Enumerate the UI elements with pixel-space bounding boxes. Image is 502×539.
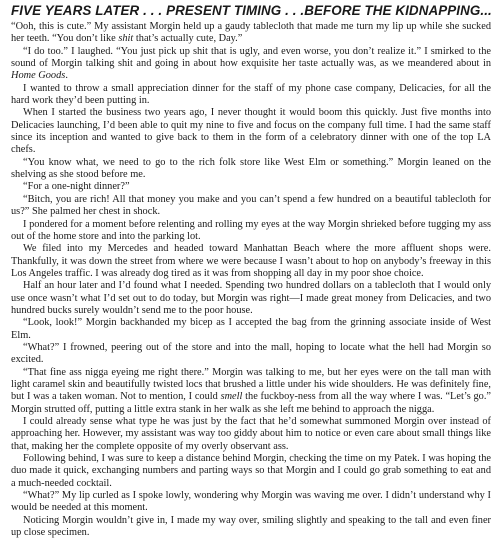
paragraph: Noticing Morgin wouldn’t give in, I made my way over, smiling slightly and speaking to the tall and even finer up close specimen. xyxy=(11,514,491,539)
paragraph: “Bitch, you are rich! All that money you make and you can’t spend a few hundred on a beautiful tablecloth for us?” She palmed her chest in shock. xyxy=(11,193,491,218)
italic-text: smell xyxy=(220,391,243,403)
paragraph: “What?” I frowned, peering out of the store and into the mall, hoping to locate what the hell had Morgin so excited. xyxy=(11,341,491,366)
paragraph: We filed into my Mercedes and headed toward Manhattan Beach where the more affluent shops were. Thankfully, it was down the street from where we were because I wasn’t about to hop on anybody’s freeway in this Los Angeles traffic. I was already dog tired as it was from shopping all day in my poor shoe choice. xyxy=(11,243,491,279)
italic-text: Home Goods xyxy=(11,70,66,82)
paragraph: Half an hour later and I’d found what I needed. Spending two hundred dollars on a tablecloth that I would only use once wasn’t what I’d set out to do today, but Morgin was right—I made great money from Delicacies, and two hundred bucks surely wouldn’t send me to the poor house. xyxy=(11,280,491,316)
paragraph: When I started the business two years ago, I never thought it would boom this quickly. Just five months into Delicacies launching, I’d been able to quit my nine to five and focus on the company full time. I had the same staff since its inception and wanted to give back to them in the form of a celebratory dinner with one of the top LA chefs. xyxy=(11,107,491,156)
paragraph: I wanted to throw a small appreciation dinner for the staff of my phone case company, Delicacies, for all the hard work they’d been putting in. xyxy=(11,82,491,107)
italic-text: shit xyxy=(118,33,134,45)
paragraph: Following behind, I was sure to keep a distance behind Morgin, checking the time on my Patek. I was hoping the duo made it quick, exchanging numbers and parting ways so that Morgin and I could go grab something to eat and a much-needed cocktail. xyxy=(11,453,491,489)
paragraph: “Look, look!” Morgin backhanded my bicep as I accepted the bag from the grinning associate inside of West Elm. xyxy=(11,317,491,341)
paragraph: “Ooh, this is cute.” My assistant Morgin held up a gaudy tablecloth that made me turn my lip up while she sucked her teeth. “You don’t like shit that’s actually cute, Day.” xyxy=(11,21,491,45)
paragraph: “That fine ass nigga eyeing me right there.” Morgin was talking to me, but her eyes were on the tall man with light caramel skin and beautifully twisted locs that brushed a little under his wide shoulders. He was definitely fine, but I was a taken woman. Not to mention, I could smell the fuckboy-ness from all the way where I was. “Let’s go.” Morgin strutted off, putting a little extra stank in her walk as she left me behind to approach the nigga. xyxy=(11,366,491,415)
chapter-heading: FIVE YEARS LATER . . . PRESENT TIMING . . .BEFORE THE KIDNAPPING... xyxy=(11,3,492,18)
paragraph: “I do too.” I laughed. “You just pick up shit that is ugly, and even worse, you don’t realize it.” I smirked to the sound of Morgin talking shit and going in about how exquisite her taste actually was, as we meandered about in Home Goods. xyxy=(11,45,491,82)
paragraph: I could already sense what type he was just by the fact that he’d somewhat summoned Morgin over instead of approaching her. However, my assistant was way too giddy about him to notice or even care about small things like that, making her the complete opposite of my overly observant ass. xyxy=(11,416,491,452)
paragraph: “What?” My lip curled as I spoke lowly, wondering why Morgin was waving me over. I didn’t understand why I would be needed at this moment. xyxy=(11,490,491,514)
paragraph: “For a one-night dinner?” xyxy=(23,181,130,193)
body-text xyxy=(11,21,491,539)
paragraph: I pondered for a moment before relenting and rolling my eyes at the way Morgin shrieked before tugging my ass out of the home store and into the parking lot. xyxy=(11,218,491,242)
paragraph: “You know what, we need to go to the rich folk store like West Elm or something.” Morgin leaned on the shelving as she stood before me. xyxy=(11,156,491,181)
